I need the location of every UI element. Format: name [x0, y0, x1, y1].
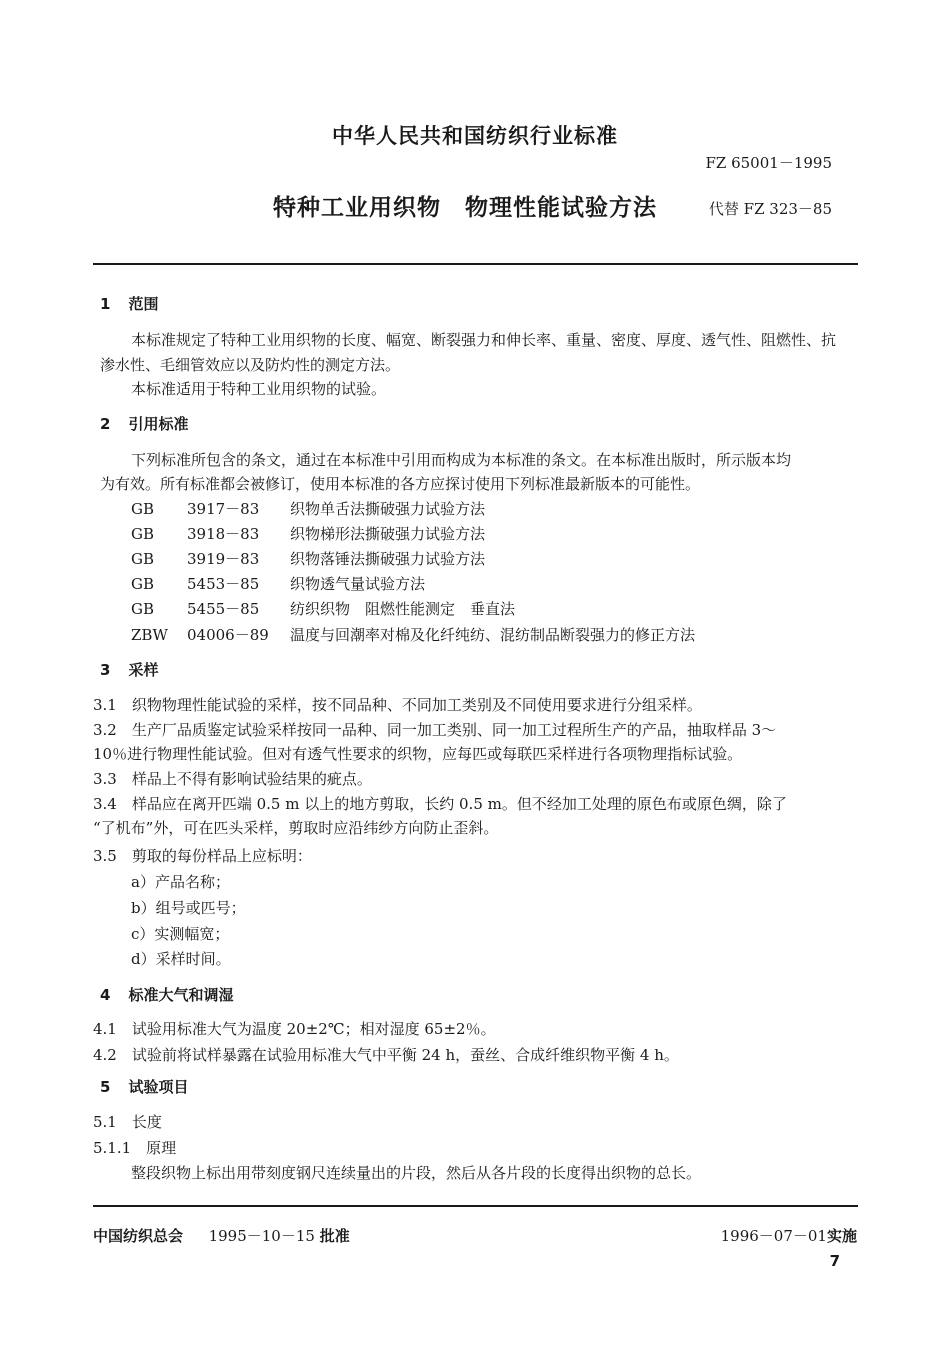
clause-3-1: 3.1 织物物理性能试验的采样，按不同品种、不同加工类别及不同使用要求进行分组采样。 — [93, 696, 702, 714]
section-number: 3 — [100, 661, 111, 679]
replaces-note: 代替 FZ 323－85 — [708, 200, 832, 218]
section-3-heading — [100, 660, 158, 680]
clause-5-1-1: 5.1.1 原理 — [93, 1139, 177, 1157]
ref-title: 织物透气量试验方法 — [290, 575, 426, 593]
clause-3-5: 3.5 剪取的每份样品上应标明： — [93, 847, 312, 865]
issuer: 中国纺织总会 — [93, 1227, 184, 1245]
ref-number: 5453－85 — [187, 575, 260, 593]
paragraph-line: 为有效。所有标准都会被修订，使用本标准的各方应探讨使用下列标准最新版本的可能性。 — [100, 475, 701, 493]
ref-code: ZBW — [131, 626, 168, 644]
section-number: 1 — [100, 295, 111, 313]
ref-title: 织物梯形法撕破强力试验方法 — [290, 525, 486, 543]
ref-number: 3919－83 — [187, 550, 260, 568]
page-number: 7 — [829, 1252, 840, 1270]
list-item: d）采样时间。 — [131, 950, 231, 968]
section-title: 试验项目 — [128, 1078, 189, 1096]
section-4-heading — [100, 985, 233, 1005]
approval-date: 1995－10－15 — [208, 1227, 315, 1245]
paragraph-line: 本标准规定了特种工业用织物的长度、幅宽、断裂强力和伸长率、重量、密度、厚度、透气性、阻燃性、抗 — [131, 331, 837, 349]
ref-number: 3917－83 — [187, 500, 260, 518]
standard-number: FZ 65001－1995 — [705, 154, 832, 172]
footer-approval — [93, 1226, 350, 1246]
section-title: 采样 — [128, 661, 159, 679]
footer-implementation — [721, 1226, 857, 1246]
footer-divider — [93, 1205, 858, 1207]
implementation-label: 实施 — [826, 1227, 857, 1245]
ref-title: 温度与回潮率对棉及化纤纯纺、混纺制品断裂强力的修正方法 — [290, 626, 696, 644]
ref-code: GB — [131, 550, 155, 568]
section-title: 标准大气和调湿 — [128, 986, 234, 1004]
document-title: 特种工业用织物 物理性能试验方法 — [273, 195, 657, 221]
section-1-heading — [100, 294, 158, 314]
clause-3-4-cont: “了机布”外，可在匹头采样，剪取时应沿纬纱方向防止歪斜。 — [93, 819, 499, 837]
ref-number: 3918－83 — [187, 525, 260, 543]
clause-5-1: 5.1 长度 — [93, 1113, 162, 1131]
section-5-heading — [100, 1077, 188, 1097]
org-title: 中华人民共和国纺织行业标准 — [332, 124, 618, 148]
ref-number: 04006－89 — [187, 626, 269, 644]
list-item: b）组号或匹号； — [131, 899, 246, 917]
approval-label: 批准 — [319, 1227, 350, 1245]
section-2-heading — [100, 414, 188, 434]
ref-code: GB — [131, 575, 155, 593]
paragraph-line: 本标准适用于特种工业用织物的试验。 — [131, 380, 387, 398]
paragraph-line: 下列标准所包含的条文，通过在本标准中引用而构成为本标准的条文。在本标准出版时，所示版本均 — [131, 451, 792, 469]
section-number: 2 — [100, 415, 111, 433]
paragraph-line: 渗水性、毛细管效应以及防灼性的测定方法。 — [100, 356, 401, 374]
list-item: a）产品名称； — [131, 873, 230, 891]
clause-4-1: 4.1 试验用标准大气为温度 20±2℃；相对湿度 65±2％。 — [93, 1020, 496, 1038]
section-title: 范围 — [128, 295, 159, 313]
list-item: c）实测幅宽； — [131, 925, 230, 943]
implementation-date: 1996－07－01 — [720, 1227, 827, 1245]
ref-title: 织物落锤法撕破强力试验方法 — [290, 550, 486, 568]
clause-3-2: 3.2 生产厂品质鉴定试验采样按同一品种、同一加工类别、同一加工过程所生产的产品，抽取样品 3～ — [93, 721, 777, 739]
ref-title: 织物单舌法撕破强力试验方法 — [290, 500, 486, 518]
ref-code: GB — [131, 600, 155, 618]
clause-3-4: 3.4 样品应在离开匹端 0.5 m 以上的地方剪取，长约 0.5 m。但不经加工处理的原色布或原色绸，除了 — [93, 795, 787, 813]
ref-number: 5455－85 — [187, 600, 260, 618]
section-number: 5 — [100, 1078, 111, 1096]
clause-3-3: 3.3 样品上不得有影响试验结果的疵点。 — [93, 770, 372, 788]
ref-code: GB — [131, 500, 155, 518]
section-title: 引用标准 — [128, 415, 189, 433]
paragraph-line: 整段织物上标出用带刻度钢尺连续量出的片段，然后从各片段的长度得出织物的总长。 — [131, 1164, 702, 1182]
clause-3-2-cont: 10％进行物理性能试验。但对有透气性要求的织物，应每匹或每联匹采样进行各项物理指标试验。 — [93, 745, 743, 763]
ref-title: 纺织织物 阻燃性能测定 垂直法 — [290, 600, 516, 618]
header-divider — [93, 263, 858, 265]
ref-code: GB — [131, 525, 155, 543]
clause-4-2: 4.2 试验前将试样暴露在试验用标准大气中平衡 24 h，蚕丝、合成纤维织物平衡 4 h。 — [93, 1046, 679, 1064]
section-number: 4 — [100, 986, 111, 1004]
